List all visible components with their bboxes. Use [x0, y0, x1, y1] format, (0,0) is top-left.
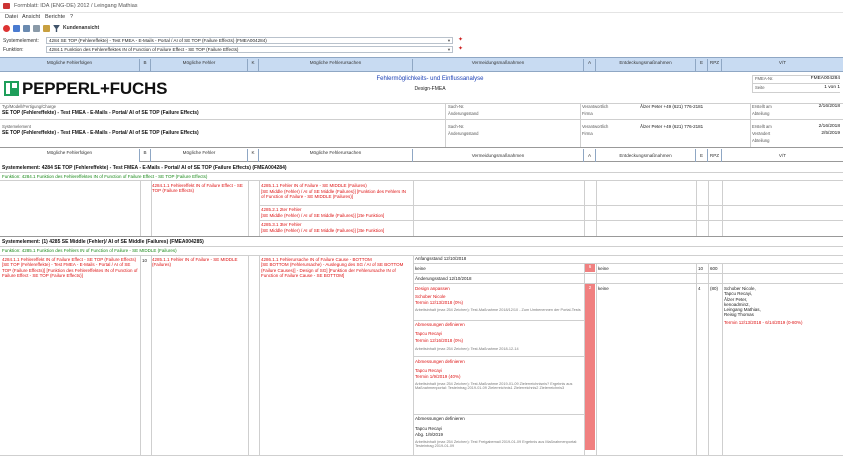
action4-date: Abg. 1/9/2019 [415, 432, 444, 437]
detection-2-e: 4 [698, 286, 701, 291]
save-icon[interactable] [23, 25, 30, 32]
sachnr-label: Sach-Nr. [448, 104, 465, 109]
action2-note: Arbeitsinhalt (max 254 Zeichen): Test-Maßnahme 2018-12-14 [415, 347, 519, 351]
system-label: Systemelement: [3, 38, 39, 44]
verantw2-label: Verantwortlich [582, 124, 609, 129]
col-vt-2: V/T [778, 153, 787, 158]
col-causes[interactable]: Mögliche Fehlerursachen [259, 59, 413, 72]
rpz-2: (80) [710, 286, 719, 291]
action4-title[interactable]: Abmessungen definieren [415, 416, 465, 421]
form-subtitle: Design-FMEA [414, 86, 446, 92]
col-prevention[interactable]: Vermeidungsmaßnahmen [413, 59, 584, 72]
col-a[interactable]: A [584, 59, 596, 72]
abt-label: Abteilung [752, 111, 770, 116]
action2-who: Tapcu Recayi [415, 331, 443, 336]
menu-bar [0, 14, 843, 22]
title-bar [0, 0, 843, 13]
filter-icon[interactable] [53, 25, 60, 32]
occurrence-1: 6 [585, 264, 595, 272]
section1-cause2: 4285.2.1 2ter Fehler [261, 207, 302, 212]
section1-title: Systemelement: 4284 SE TOP (Fehlereffekte) - Test FMEA - E-Mails - Portal/ AI of SE TOP (Failure Effects) (FMEA004284) [2, 165, 287, 171]
abt2-label: Abteilung [752, 138, 770, 143]
detection-2: keine [598, 286, 609, 291]
chevron-down-icon: ▼ [447, 47, 451, 52]
menu-datei[interactable]: Datei [5, 14, 18, 20]
brand-mark-icon [4, 81, 19, 96]
col-effects[interactable]: Mögliche Fehlerfolgen [0, 59, 140, 72]
section1-cause2-detail: [SE Middle (Fehler) / AI of SE Middle (Failures)] [2te Funktion] [261, 213, 385, 218]
col-detection[interactable]: Entdeckungsmaßnahmen [596, 59, 696, 72]
system-select[interactable] [46, 37, 453, 44]
brand-name: PEPPERL+FUCHS [22, 79, 168, 98]
fmea-no-label: FMEA-Nr. [755, 76, 774, 81]
action2-date: Termin 12/16/2018 (0%) [415, 338, 464, 343]
section2-effect-b: 10 [142, 258, 148, 263]
vt-date: Termin 12/13/2018 - 6/14/2019 (0-80%) [724, 320, 803, 325]
col-a-2: A [584, 149, 596, 162]
menu-help[interactable]: ? [70, 14, 74, 20]
verantw-label: Verantwortlich [582, 104, 609, 109]
menu-ansicht[interactable]: Ansicht [22, 14, 41, 20]
col-b-2: B [140, 149, 151, 162]
col-rpz-2: RPZ [708, 149, 722, 162]
col-failures-2: Mögliche Fehler [151, 149, 248, 162]
action1-who: Schober Nicole [415, 294, 446, 299]
export-icon[interactable] [43, 25, 50, 32]
section1-cause3-detail: [SE Middle (Fehler) / AI of SE Middle (Failures)] [3te Funktion] [261, 228, 385, 233]
column-header [0, 57, 843, 72]
col-prevention-2: Vermeidungsmaßnahmen [413, 149, 584, 162]
ver-value: 2/5/2019 [821, 131, 840, 136]
vt-people: Schober Nicole, Tapcu Recayi, Ålzer Peter, kenoadmin2, Leingang Mathias, Reisig Thomas [724, 286, 761, 318]
occurrence-2: 2 [585, 284, 595, 450]
fmea-no: FMEA004284 [810, 76, 840, 81]
sys-label: Systemelement [2, 124, 31, 129]
action4-note: Arbeitsinhalt (max 254 Zeichen): Test Freigabemail 2019-01-09 Ergebnis aus Maßnahmenportal: Testeintrag 2019-01-09 [415, 440, 578, 449]
system-select-value: 4284 SE TOP (Fehlereffekte) - Test FMEA - E-Mails - Portal / AI of SE TOP (Failure Effects) (FMEA004284) [49, 38, 267, 43]
section2-function: Funktion: 4285.1 Funktion des Fehlers IN of Function of Failure - SE MIDDLE (Failures) [2, 248, 177, 253]
aend2-label: Änderungsstand [448, 131, 479, 136]
col-detection-2: Entdeckungsmaßnahmen [596, 149, 696, 162]
action1-date: Termin 12/13/2018 (0%) [415, 300, 464, 305]
refresh-icon[interactable] [13, 25, 20, 32]
section2-failure: 4285.1.1 Fehler IN of Failure - SE MIDDLE (Failures) [152, 257, 238, 268]
col-vt[interactable]: V/T [778, 60, 787, 65]
col-e-2: E [696, 149, 708, 162]
action4-who: Tapcu Recayi [415, 426, 443, 431]
action3-who: Tapcu Recayi [415, 368, 443, 373]
action3-title[interactable]: Abmessungen definieren [415, 359, 465, 364]
erstellt-label: Erstellt am [752, 104, 772, 109]
col-e[interactable]: E [696, 59, 708, 72]
firma-label: Firma [582, 111, 593, 116]
col-rpz[interactable]: RPZ [708, 59, 722, 72]
col-causes-2: Mögliche Fehlerursachen [259, 149, 413, 162]
verantw-value: Ålzer Peter +49 (621) 776-2181 [640, 104, 704, 109]
prevention-1: keine [415, 266, 426, 271]
toolbar [0, 24, 843, 34]
col-k-2: K [248, 149, 259, 162]
rpz-1: 600 [710, 266, 718, 271]
section2-title: Systemelement: (1) 4285 SE Middle (Fehler)/ AI of SE Middle (Failures) (FMEA004285) [2, 239, 204, 245]
section1-function: Funktion: 4284.1 Funktion des Fehlereffektes IN of Function of Failure Effect - SE TOP (Failure Effects) [2, 174, 208, 179]
verantw2-value: Ålzer Peter +49 (621) 776-2181 [640, 124, 704, 129]
close-icon[interactable] [3, 25, 10, 32]
section1-cause1-detail: [SE Middle (Fehler) / AI of SE Middle (Failures)] [Funktion des Fehlers IN of Function of Failure - SE MIDDLE (Failures)] [261, 189, 407, 200]
page-label: Seite [755, 85, 765, 90]
section2-effect: 4284.1.1 Fehlereffekt IN of Failure Effect - SE TOP (Failure Effects) [SE TOP (Fehlereffekte) - Test FMEA - E-Mails - Portal / AI of SE TOP (Failure Effects)] [Funktion des Fehlereffektes IN of Function of Failure Effect - SE TOP (Failure Effects)] [2, 257, 138, 278]
section2-cause: 4286.1.1 Fehlerursache IN of Failure Cause - BOTTOM [SE BOTTOM (Fehlerursache) - Auslegung des SG / AI of SE BOTTOM (Failure Causes)] - Design of SG] [Funktion der Fehlerursache IN of Function of Failure Cause - SE BOTTOM] [261, 257, 404, 278]
detection-1: keine [598, 266, 609, 271]
start-state: Anfangsstand 12/10/2018 [415, 256, 467, 261]
firma2-label: Firma [582, 131, 593, 136]
section1-failure: 4284.1.1 Fehlereffekt IN of Failure Effect - SE TOP (Failure Effects) [152, 183, 243, 194]
change-state: Änderungsstand 12/10/2018 [415, 276, 472, 281]
ver-label: Verändert [752, 131, 771, 136]
erstellt2-value: 2/16/2018 [818, 124, 840, 129]
pin-icon[interactable]: ✦ [458, 37, 464, 43]
sachnr2-label: Sach-Nr. [448, 124, 465, 129]
form-title: Fehlermöglichkeits- und Einflussanalyse [376, 76, 484, 82]
pin-icon[interactable]: ✦ [458, 46, 464, 52]
print-icon[interactable] [33, 25, 40, 32]
function-select-value: 4284.1 Funktion des Fehlereffektes IN of Function of Failure Effect - SE TOP (Failure Effects) [49, 47, 239, 52]
aend-label: Änderungsstand [448, 111, 479, 116]
action2-title[interactable]: Abmessungen definieren [415, 322, 465, 327]
section1-cause3: 4285.3.1 3ter Fehler [261, 222, 302, 227]
function-select[interactable] [46, 46, 453, 53]
window-title: Formblatt: IDA (ENG-DE) 2012 / Leingang Mathias [14, 3, 138, 9]
action1-note: Arbeitsinhalt (max 254 Zeichen): Test-Maßnahme 2018/12/10 - Zum Umbenennen der Portal-Tests [415, 308, 581, 312]
app-icon [3, 3, 10, 9]
page-indicator: 1 von 1 [824, 85, 840, 90]
table-header [0, 149, 843, 162]
menu-berichte[interactable]: Berichte [45, 14, 66, 20]
erstellt2-label: Erstellt am [752, 124, 772, 129]
function-label: Funktion: [3, 47, 24, 53]
action3-note: Arbeitsinhalt (max 254 Zeichen): Test-Maßnahme 2019-01-09 Zielerreichnisnis? Ergebnis aus Maßnahmenportal: Testeintrag 2019-01-09 Zielerreichnis1 Zielerreichnis2 Zielerreichnis3 [415, 382, 573, 391]
type-value: SE TOP (Fehlereffekte) - Test FMEA - E-Mails - Portal/ AI of SE TOP (Failure Effects) [2, 110, 199, 116]
section1-cause1: 4285.1.1 Fehler IN of Failure - SE MIDDLE (Failures) [261, 183, 367, 188]
view-label[interactable]: Kundenansicht [63, 25, 100, 31]
detection-1-e: 10 [698, 266, 704, 271]
action3-date: Termin 1/9/2019 (40%) [415, 374, 461, 379]
chevron-down-icon: ▼ [447, 38, 451, 43]
brand-logo [4, 77, 168, 102]
col-failures[interactable]: Mögliche Fehler [151, 59, 248, 72]
action1-title[interactable]: Design anpassen [415, 286, 450, 291]
erstellt-value: 2/16/2018 [818, 104, 840, 109]
type-label: Typ/Modell/Fertigung/Charge [2, 104, 56, 109]
col-k[interactable]: K [248, 59, 259, 72]
col-effects-2: Mögliche Fehlerfolgen [0, 149, 140, 162]
col-b[interactable]: B [140, 59, 151, 72]
sys-value: SE TOP (Fehlereffekte) - Test FMEA - E-Mails - Portal/ AI of SE TOP (Failure Effects) [2, 130, 199, 136]
